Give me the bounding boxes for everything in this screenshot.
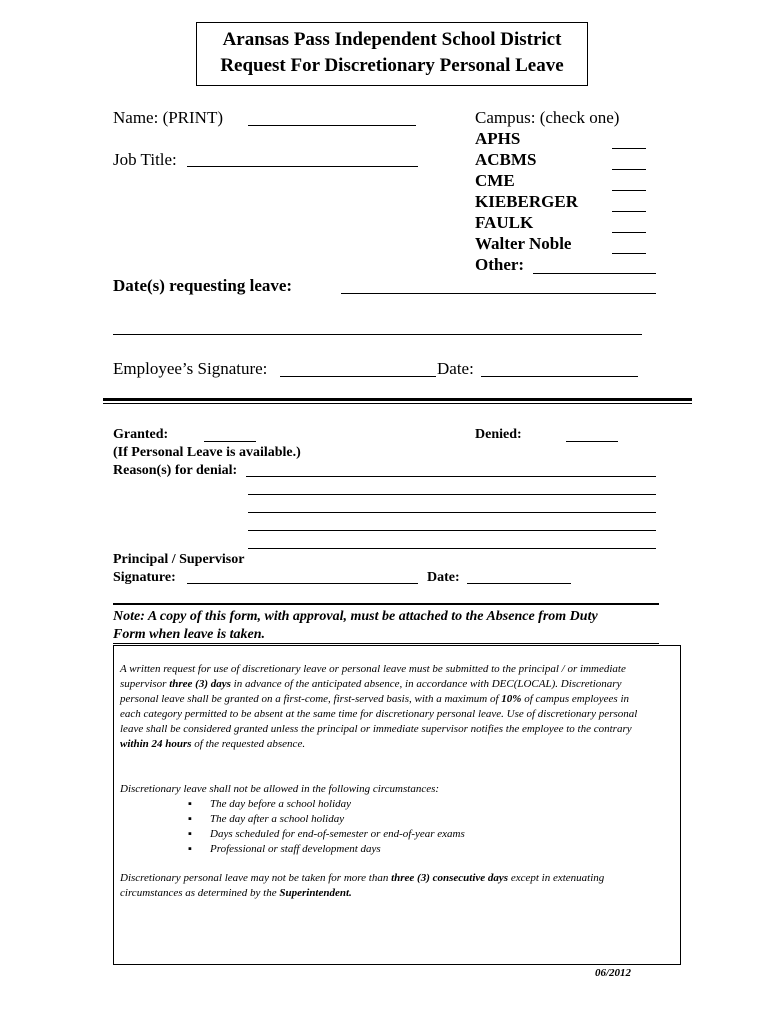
revision-date: 06/2012: [595, 967, 632, 979]
campus-aphs: APHS: [475, 129, 521, 148]
campus-walter-noble-check[interactable]: [612, 253, 646, 254]
campus-aphs-check[interactable]: [612, 148, 646, 149]
job-title-label: Job Title:: [113, 150, 177, 169]
note-bottom-rule: [113, 643, 659, 644]
policy-emphasis: 10%: [501, 693, 522, 705]
job-title-field[interactable]: [187, 166, 418, 167]
list-item: ▪ The day after a school holiday: [188, 812, 628, 827]
policy-text: Discretionary personal leave may not be taken for more than: [120, 872, 392, 884]
policy-text: except in extenuating circumstances as determined by the: [120, 872, 605, 899]
policy-text: of the requested absence.: [191, 738, 306, 750]
employee-signature-field[interactable]: [280, 376, 436, 377]
campus-walter-noble: Walter Noble: [475, 234, 572, 253]
dates-field[interactable]: [341, 293, 656, 294]
employee-date-field[interactable]: [481, 376, 638, 377]
reason-label: Reason(s) for denial:: [113, 463, 238, 478]
campus-acbms: ACBMS: [475, 150, 537, 169]
section-divider-thin: [103, 403, 692, 404]
campus-kieberger: KIEBERGER: [475, 192, 578, 211]
policy-emphasis: Superintendent.: [279, 887, 352, 899]
policy-emphasis: within 24 hours: [120, 738, 192, 750]
granted-field[interactable]: [204, 441, 256, 442]
principal-signature-label: Signature:: [113, 570, 176, 585]
if-available-note: (If Personal Leave is available.): [113, 445, 301, 460]
reason-line-2[interactable]: [248, 494, 656, 495]
list-item: ▪ The day before a school holiday: [188, 797, 628, 812]
reason-line-4[interactable]: [248, 530, 656, 531]
policy-emphasis: three (3) consecutive days: [391, 872, 509, 884]
denied-label: Denied:: [475, 427, 522, 442]
name-label: Name: (PRINT): [113, 108, 224, 127]
list-item: ▪ Professional or staff development days: [188, 842, 628, 857]
campus-label: Campus: (check one): [475, 108, 620, 127]
employee-signature-label: Employee’s Signature:: [113, 359, 268, 378]
policy-bullet-list: [188, 797, 628, 857]
reason-line-1[interactable]: [246, 476, 656, 477]
principal-date-field[interactable]: [467, 583, 571, 584]
campus-other-label: Other:: [475, 255, 525, 274]
dates-field-line2[interactable]: [113, 334, 642, 335]
principal-label: Principal / Supervisor: [113, 552, 245, 567]
note-top-rule: [113, 603, 659, 605]
campus-cme: CME: [475, 171, 515, 190]
employee-date-label: Date:: [437, 359, 474, 378]
list-item: ▪ Days scheduled for end-of-semester or end-of-year exams: [188, 827, 628, 842]
reason-line-3[interactable]: [248, 512, 656, 513]
form-title: Request For Discretionary Personal Leave: [220, 55, 564, 76]
campus-faulk-check[interactable]: [612, 232, 646, 233]
campus-kieberger-check[interactable]: [612, 211, 646, 212]
campus-cme-check[interactable]: [612, 190, 646, 191]
policy-paragraph-2: Discretionary leave shall not be allowed in the following circumstances:: [120, 783, 440, 795]
campus-faulk: FAULK: [475, 213, 534, 232]
denied-field[interactable]: [566, 441, 618, 442]
policy-text: A written request for use of discretionary leave or personal leave must be submitted to the principal / or immediate supervisor: [120, 663, 626, 690]
policy-paragraph-3: [120, 871, 620, 901]
name-field[interactable]: [248, 125, 416, 126]
reason-line-5[interactable]: [248, 548, 656, 549]
policy-emphasis: three (3) days: [169, 678, 231, 690]
granted-label: Granted:: [113, 427, 169, 442]
principal-signature-field[interactable]: [187, 583, 418, 584]
principal-date-label: Date:: [427, 570, 460, 585]
policy-text: in advance of the anticipated absence, in accordance with DEC(LOCAL). Discretionary personal leave shall be granted on a first-come, first-served basis, with a maximum of: [120, 678, 622, 705]
dates-label: Date(s) requesting leave:: [113, 276, 293, 295]
note-line1: Note: A copy of this form, with approval, must be attached to the Absence from Duty: [113, 609, 598, 624]
section-divider: [103, 398, 692, 401]
policy-paragraph-1: [120, 662, 650, 752]
form-title-box: [196, 22, 588, 86]
note-line2: Form when leave is taken.: [113, 627, 266, 642]
campus-acbms-check[interactable]: [612, 169, 646, 170]
policy-box: [113, 645, 681, 965]
campus-other-field[interactable]: [533, 273, 656, 274]
district-name: Aransas Pass Independent School District: [222, 29, 562, 50]
policy-text: of campus employees in each category permitted to be absent at the same time for discretionary personal leave. Use of discretionary personal leave shall be considered granted unless the principal or immediate supervisor notifies the employee to the contrary: [120, 693, 638, 735]
